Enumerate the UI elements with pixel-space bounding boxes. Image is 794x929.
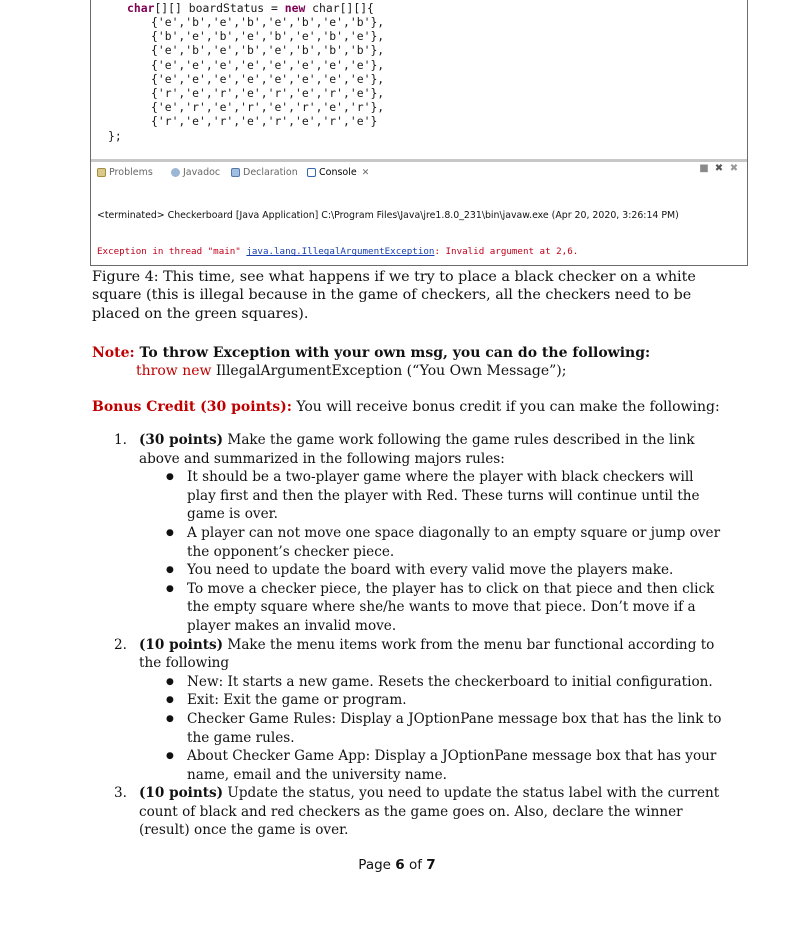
tab-declaration[interactable] [231,167,298,178]
terminated-line: <terminated> Checkerboard [Java Application] C:\Program Files\Java\jre1.8.0_231\bin\javaw.exe (Apr 20, 2020, 3:26:14 PM) [97,209,679,221]
remove-all-button[interactable]: ✖ [729,163,739,174]
footer-text: of [404,857,427,873]
points-label: (10 points) [139,636,224,653]
view-divider [91,159,747,162]
note-code-line [92,362,742,380]
bullet-item: ● It should be a two-player game where the player with black checkers will play first and then the player with Red. These turns will continue until the game is over. [139,468,722,524]
code-text: char[][]{ [305,1,374,15]
bonus-list [92,431,722,840]
sub-list [139,673,722,785]
code-row: {'e','e','e','e','e','e','e','e'}, [151,72,385,86]
figure-caption: Figure 4: This time, see what happens if we try to place a black checker on a white square (this is illegal because in the game of checkers, all the checkers need to be placed on the green squares). [92,269,696,322]
bullet-item: ● Checker Game Rules: Display a JOptionPane message box that has the link to the game rules. [139,710,722,747]
tab-console[interactable] [307,167,369,178]
list-number: 2. [114,636,127,653]
javadoc-icon [171,168,180,177]
bullet-item: ● A player can not move one space diagonally to an empty square or jump over the opponent’s checker piece. [139,524,722,561]
code-row: {'e','e','e','e','e','e','e','e'}, [151,58,385,72]
footer-text: Page [358,857,396,873]
terminate-button[interactable]: ■ [699,163,709,174]
code-row: {'r','e','r','e','r','e','r','e'} [151,114,378,128]
bonus-text: You will receive bonus credit if you can make the following: [291,399,720,415]
code-keyword: new [284,1,306,15]
declaration-icon [231,168,240,177]
code-closing: }; [108,129,122,143]
tab-label: Javadoc [183,167,221,178]
bonus-paragraph [92,398,752,416]
note-label: Note: [92,345,135,361]
bonus-label: Bonus Credit (30 points): [92,399,292,415]
code-row: {'b','e','b','e','b','e','b','e'}, [151,29,385,43]
page-number: 6 [395,857,405,873]
bullet-item: ● New: It starts a new game. Resets the checkerboard to initial configuration. [139,673,722,692]
remove-launch-button[interactable]: ✖ [714,163,724,174]
tab-problems[interactable] [97,167,153,178]
list-item [92,784,722,840]
console-text: : Invalid argument at 2,6. [434,246,579,258]
page-total: 7 [426,857,436,873]
bullet-item: ● You need to update the board with every valid move the players make. [139,561,722,580]
console-output [97,185,743,266]
bullet-item: ● About Checker Game App: Display a JOptionPane message box that has your name, email and the university name. [139,747,722,784]
bullet-item: ● Exit: Exit the game or program. [139,691,722,710]
note-code-text: IllegalArgumentException (“You Own Message”); [211,363,567,380]
points-label: (10 points) [139,785,224,802]
sub-list [139,468,722,635]
note-code-keyword: throw new [136,363,212,380]
list-number: 1. [114,432,127,448]
tab-label: Console [319,167,357,178]
list-item-text: Make the game work following the game rules described in the link above and summarized in the following majors rules: [139,432,695,467]
exception-link[interactable]: java.lang.IllegalArgumentException [246,246,435,258]
code-keyword: char [127,1,155,15]
close-icon[interactable]: ✕ [361,167,370,178]
code-screenshot [90,0,748,266]
problems-icon [97,168,106,177]
list-number: 3. [114,785,127,802]
tab-label: Declaration [243,167,298,178]
code-editor [91,0,747,160]
console-toolbar [699,164,739,174]
code-declaration-line [127,1,374,15]
list-item [92,636,722,785]
console-icon [307,168,316,177]
bullet-item: ● To move a checker piece, the player has to click on that piece and then click the empty square where she/he wants to move that piece. Don’t move if a player makes an invalid move. [139,580,722,636]
code-row: {'e','r','e','r','e','r','e','r'}, [151,100,385,114]
note-paragraph [92,344,742,381]
code-text: [][] boardStatus = [154,1,285,15]
console-tab-bar [91,164,747,182]
tab-javadoc[interactable] [171,167,220,178]
code-row: {'e','b','e','b','e','b','e','b'}, [151,15,385,29]
code-row: {'e','b','e','b','e','b','b','b'}, [151,43,385,57]
page-footer [0,857,794,873]
list-item-text: Make the menu items work from the menu bar functional according to the following [139,636,715,672]
tab-label: Problems [109,167,153,178]
points-label: (30 points) [139,432,224,448]
console-text: Exception in thread "main" [97,246,247,258]
list-item [92,431,722,636]
list-item-text: Update the status, you need to update the status label with the current count of black and red checkers as the game goes on. Also, declare the winner (result) once the game is over. [139,785,720,839]
code-row: {'r','e','r','e','r','e','r','e'}, [151,86,385,100]
note-text: To throw Exception with your own msg, you can do the following: [134,345,651,361]
exception-line [97,246,743,258]
